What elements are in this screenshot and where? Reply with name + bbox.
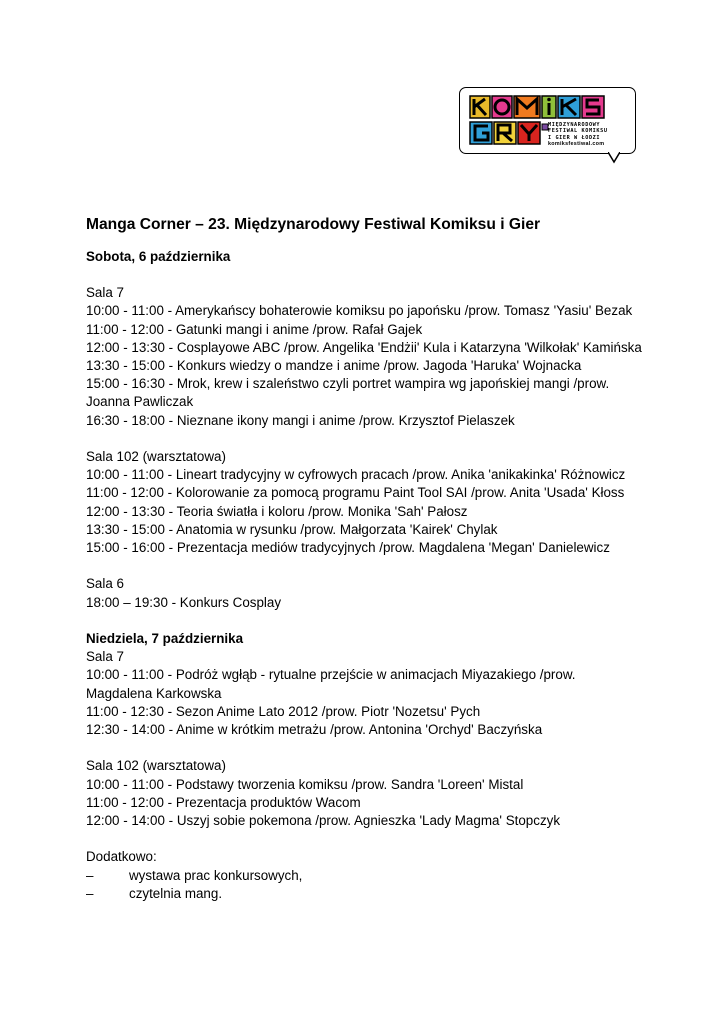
event-line: 10:00 - 11:00 - Lineart tradycyjny w cyfrowych pracach /prow. Anika 'anikakinka' Różnowicz (86, 467, 626, 483)
day-heading-saturday: Sobota, 6 października (86, 249, 231, 264)
extras-item-text: wystawa prac konkursowych, (129, 867, 303, 883)
event-line: 13:30 - 15:00 - Anatomia w rysunku /prow. Małgorzata 'Kairek' Chylak (86, 521, 498, 537)
spacer (86, 612, 686, 630)
event-line: 11:00 - 12:00 - Prezentacja produktów Wacom (86, 794, 361, 810)
event-line: 12:00 - 14:00 - Uszyj sobie pokemona /prow. Agnieszka 'Lady Magma' Stopczyk (86, 813, 561, 829)
event-line: 10:00 - 11:00 - Podstawy tworzenia komiksu /prow. Sandra 'Loreen' Mistal (86, 776, 524, 792)
room-name: Sala 102 (warsztatowa) (86, 758, 226, 774)
event-line: 16:30 - 18:00 - Nieznane ikony mangi i anime /prow. Krzysztof Pielaszek (86, 412, 515, 428)
logo-tagline-line-2: FESTIWAL KOMIKSU (548, 128, 608, 135)
dash-bullet: – (86, 885, 94, 901)
spacer (86, 557, 686, 575)
event-line: 10:00 - 11:00 - Amerykańscy bohaterowie komiksu po japońsku /prow. Tomasz 'Yasiu' Bezak (86, 303, 633, 319)
event-line: 10:00 - 11:00 - Podróż wgłąb - rytualne przejście w animacjach Miyazakiego /prow. Magdalena Karkowska (86, 667, 576, 701)
logo-tagline-line-1: MIĘDZYNARODOWY (548, 122, 601, 128)
spacer (86, 830, 686, 848)
room-name: Sala 6 (86, 576, 124, 592)
spacer (86, 739, 686, 757)
event-line: 15:00 - 16:00 - Prezentacja mediów tradycyjnych /prow. Magdalena 'Megan' Danielewicz (86, 540, 610, 556)
event-line: 11:00 - 12:00 - Gatunki mangi i anime /prow. Rafał Gajek (86, 321, 423, 337)
event-line: 13:30 - 15:00 - Konkurs wiedzy o mandze i anime /prow. Jagoda 'Haruka' Wojnacka (86, 358, 582, 374)
logo-tagline-line-3: I GIER W ŁODZI (548, 134, 601, 141)
extras-item-text: czytelnia mang. (129, 885, 223, 901)
extras-list-item (86, 867, 686, 885)
event-line: 11:00 - 12:00 - Kolorowanie za pomocą programu Paint Tool SAI /prow. Anita 'Usada' Kłoss (86, 485, 625, 501)
dash-bullet: – (86, 867, 94, 883)
event-line: 12:00 - 13:30 - Cosplayowe ABC /prow. Angelika 'Endżii' Kula i Katarzyna 'Wilkołak' Kamińska (86, 339, 642, 355)
logo-speech-tail (608, 152, 620, 164)
event-line: 18:00 – 19:30 - Konkurs Cosplay (86, 594, 282, 610)
day-heading-sunday: Niedziela, 7 października (86, 631, 244, 647)
schedule-document (86, 214, 686, 903)
logo-url: komiksfestiwal.com (548, 141, 605, 148)
page-title: Manga Corner – 23. Międzynarodowy Festiwal Komiksu i Gier (86, 216, 541, 233)
room-name: Sala 102 (warsztatowa) (86, 449, 226, 465)
spacer (86, 430, 686, 448)
logo-tagline (548, 122, 636, 148)
room-name: Sala 7 (86, 649, 124, 665)
event-line: 15:00 - 16:30 - Mrok, krew i szaleństwo czyli portret wampira wg japońskiej mangi /prow. Joanna Pawliczak (86, 376, 610, 410)
event-line: 11:00 - 12:30 - Sezon Anime Lato 2012 /prow. Piotr 'Nozetsu' Pych (86, 703, 481, 719)
event-line: 12:00 - 13:30 - Teoria światła i koloru /prow. Monika 'Sah' Pałosz (86, 503, 468, 519)
event-line: 12:30 - 14:00 - Anime w krótkim metrażu /prow. Antonina 'Orchyd' Baczyńska (86, 722, 543, 738)
extras-list-item (86, 885, 686, 903)
extras-label: Dodatkowo: (86, 849, 157, 865)
room-name: Sala 7 (86, 285, 124, 301)
